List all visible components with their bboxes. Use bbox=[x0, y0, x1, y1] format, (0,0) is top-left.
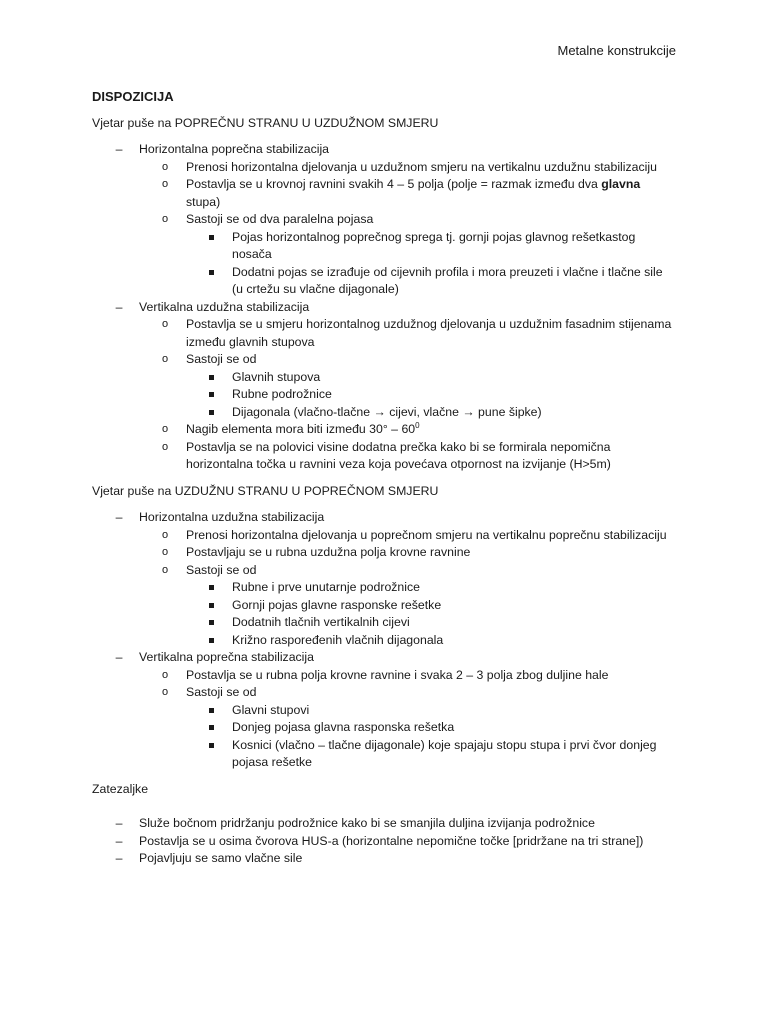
list-item-text: Pojas horizontalnog poprečnog sprega tj. gornji pojas glavnog rešetkastog nosača bbox=[232, 229, 636, 261]
list-item bbox=[139, 176, 676, 211]
section-3-list bbox=[92, 815, 676, 868]
list-item-text: Sastoji se od bbox=[186, 352, 257, 366]
list-item bbox=[139, 159, 676, 177]
circle-bullet: o bbox=[161, 178, 169, 190]
list-item bbox=[92, 833, 676, 851]
list-item bbox=[186, 737, 676, 772]
list-item-text: Kosnici (vlačno – tlačne dijagonale) koje spajaju stopu stupa i prvi čvor donjeg pojasa rešetke bbox=[232, 737, 657, 769]
dash-bullet: – bbox=[115, 299, 123, 314]
list-item-text: Rubne i prve unutarnje podrožnice bbox=[232, 580, 420, 594]
section-heading-3: Zatezaljke bbox=[92, 781, 149, 796]
dash-bullet: – bbox=[115, 510, 123, 524]
circle-bullet: o bbox=[161, 563, 169, 576]
dash-bullet: – bbox=[115, 816, 123, 830]
list-item-text: Dijagonala (vlačno-tlačne → cijevi, vlačne → pune šipke) bbox=[232, 404, 542, 419]
list-item-text: Donjeg pojasa glavna rasponska rešetka bbox=[232, 720, 455, 734]
section-heading-1: Vjetar puše na POPREČNU STRANU U UZDUŽNOM SMJERU bbox=[92, 115, 439, 130]
list-item-text: Pojavljuju se samo vlačne sile bbox=[139, 851, 303, 865]
circle-bullet: o bbox=[161, 668, 169, 681]
superscript: 0 bbox=[415, 420, 420, 430]
list-item bbox=[92, 299, 676, 474]
section-2-list bbox=[92, 509, 676, 772]
list-item bbox=[186, 386, 676, 404]
circle-bullet: o bbox=[161, 686, 169, 698]
list-item-text: Dodatnih tlačnih vertikalnih cijevi bbox=[232, 615, 410, 629]
circle-bullet: o bbox=[161, 546, 169, 558]
list-item bbox=[186, 229, 676, 264]
list-item bbox=[139, 211, 676, 299]
circle-bullet: o bbox=[161, 440, 169, 453]
dash-bullet: – bbox=[115, 650, 123, 664]
list-item bbox=[92, 815, 676, 833]
dash-bullet: – bbox=[115, 851, 123, 865]
list-item bbox=[186, 264, 676, 299]
list-item-text: Dodatni pojas se izrađuje od cijevnih profila i mora preuzeti i vlačne i tlačne sile (u crtežu su vlačne dijagonale) bbox=[232, 264, 663, 296]
bold-text: glavna bbox=[601, 177, 641, 191]
circle-bullet: o bbox=[161, 528, 169, 541]
list-item-text: Sastoji se od bbox=[186, 685, 257, 699]
list-item bbox=[139, 439, 676, 474]
list-item bbox=[92, 850, 676, 868]
list-item-text-start: Postavlja se u krovnoj ravnini svakih 4 – 5 polja (polje = razmak između dva bbox=[186, 177, 602, 191]
circle-bullet: o bbox=[161, 213, 169, 225]
list-item-text: Postavlja se u osima čvorova HUS-a (horizontalne nepomične točke [pridržane na tri strane]) bbox=[139, 833, 644, 848]
list-item bbox=[92, 141, 676, 299]
dash-bullet: – bbox=[115, 142, 123, 156]
list-item bbox=[186, 579, 676, 597]
list-item-text: Sastoji se od dva paralelna pojasa bbox=[186, 212, 374, 226]
list-item-text: Rubne podrožnice bbox=[232, 387, 332, 401]
list-item-text: Postavlja se na polovici visine dodatna prečka kako bi se formirala nepomična horizontalna točka u ravnini veza koja povećava otpornost na izvijanje (H>5m) bbox=[186, 439, 611, 471]
list-item-text: Služe bočnom pridržanju podrožnice kako bi se smanjila duljina izvijanja podrožnice bbox=[139, 816, 595, 830]
section-1-list bbox=[92, 141, 676, 474]
list-item-text: Gornji pojas glavne rasponske rešetke bbox=[232, 597, 442, 612]
list-item-text: Glavnih stupova bbox=[232, 369, 321, 384]
page-header: Metalne konstrukcije bbox=[557, 43, 676, 58]
list-item-text-end: stupa) bbox=[186, 194, 221, 209]
list-item bbox=[139, 684, 676, 772]
circle-bullet: o bbox=[161, 353, 169, 365]
document-title: DISPOZICIJA bbox=[92, 89, 174, 104]
list-item bbox=[139, 351, 676, 421]
list-item bbox=[186, 614, 676, 632]
list-item bbox=[139, 544, 676, 562]
list-item bbox=[139, 421, 676, 439]
list-item-text: Vertikalna uzdužna stabilizacija bbox=[139, 299, 310, 314]
list-item bbox=[92, 649, 676, 772]
circle-bullet: o bbox=[161, 423, 169, 435]
list-item-text: Postavlja se u rubna polja krovne ravnine i svaka 2 – 3 polja zbog duljine hale bbox=[186, 667, 609, 682]
list-item bbox=[186, 719, 676, 737]
list-item bbox=[139, 667, 676, 685]
list-item-text: Prenosi horizontalna djelovanja u uzdužnom smjeru na vertikalnu uzdužnu stabilizaciju bbox=[186, 159, 657, 174]
list-item bbox=[139, 562, 676, 650]
list-item-text: Horizontalna uzdužna stabilizacija bbox=[139, 510, 325, 524]
list-item-text: Prenosi horizontalna djelovanja u poprečnom smjeru na vertikalnu poprečnu stabilizaciju bbox=[186, 527, 667, 542]
list-item bbox=[186, 632, 676, 650]
list-item bbox=[139, 527, 676, 545]
list-item-text: Horizontalna poprečna stabilizacija bbox=[139, 142, 330, 156]
list-item bbox=[186, 597, 676, 615]
list-item bbox=[139, 316, 676, 351]
dash-bullet: – bbox=[115, 833, 123, 848]
list-item-text: Postavljaju se u rubna uzdužna polja krovne ravnine bbox=[186, 545, 471, 559]
list-item-text: Postavlja se u smjeru horizontalnog uzdužnog djelovanja u uzdužnim fasadnim stijenama između glavnih stupova bbox=[186, 317, 672, 349]
document-body bbox=[92, 88, 676, 877]
list-item bbox=[186, 369, 676, 387]
list-item-text: Glavni stupovi bbox=[232, 702, 310, 717]
list-item bbox=[186, 702, 676, 720]
list-item bbox=[92, 509, 676, 649]
list-item bbox=[186, 404, 676, 422]
list-item-text: Križno raspoređenih vlačnih dijagonala bbox=[232, 632, 444, 647]
circle-bullet: o bbox=[161, 318, 169, 330]
list-item-text: Sastoji se od bbox=[186, 562, 257, 577]
list-item-text: Vertikalna poprečna stabilizacija bbox=[139, 650, 314, 664]
circle-bullet: o bbox=[161, 160, 169, 173]
list-item-text: Nagib elementa mora biti između 30° – 60 bbox=[186, 422, 416, 436]
section-heading-2: Vjetar puše na UZDUŽNU STRANU U POPREČNOM SMJERU bbox=[92, 483, 439, 498]
